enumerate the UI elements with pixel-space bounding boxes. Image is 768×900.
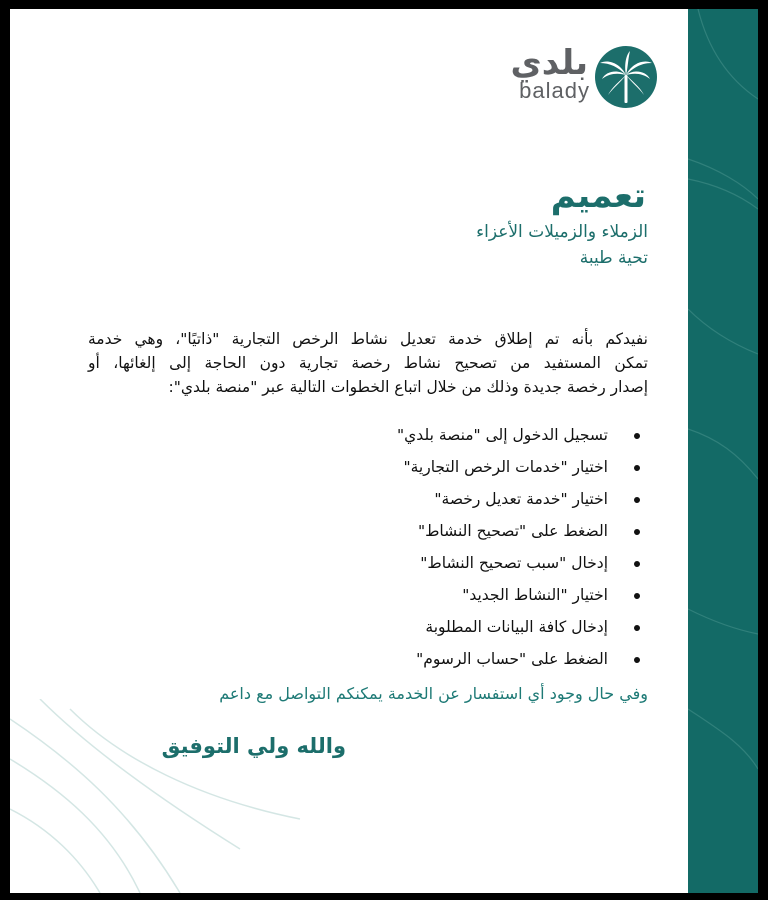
decorative-side-band — [688, 9, 758, 893]
bullet-icon — [634, 497, 640, 503]
paragraph-line-2: تمكن المستفيد من تصحيح نشاط رخصة تجارية دون الحاجة إلى إلغائها، أو — [88, 354, 648, 372]
intro-paragraph — [88, 327, 648, 399]
steps-list — [397, 419, 640, 675]
logo-arabic-text: بلدي — [510, 43, 588, 83]
paragraph-line-1: نفيدكم بأنه تم إطلاق خدمة تعديل نشاط الرخص التجارية "ذاتيًا"، وهي خدمة — [88, 330, 648, 348]
list-item: إدخال "سبب تصحيح النشاط" — [397, 547, 640, 579]
bullet-icon — [634, 529, 640, 535]
list-item: الضغط على "حساب الرسوم" — [397, 643, 640, 675]
bullet-icon — [634, 561, 640, 567]
bullet-icon — [634, 465, 640, 471]
list-item: إدخال كافة البيانات المطلوبة — [397, 611, 640, 643]
list-item: تسجيل الدخول إلى "منصة بلدي" — [397, 419, 640, 451]
greeting-line-2: تحية طيبة — [579, 248, 648, 268]
bullet-icon — [634, 593, 640, 599]
bullet-icon — [634, 657, 640, 663]
page-title: تعميم — [550, 176, 646, 216]
bullet-icon — [634, 433, 640, 439]
list-item: اختيار "خدمات الرخص التجارية" — [397, 451, 640, 483]
list-item: اختيار "خدمة تعديل رخصة" — [397, 483, 640, 515]
logo-latin-text: balady — [519, 78, 590, 103]
palm-frond-pattern — [688, 9, 758, 893]
contact-note: وفي حال وجود أي استفسار عن الخدمة يمكنكم التواصل مع داعم — [219, 684, 648, 703]
bullet-icon — [634, 625, 640, 631]
balady-logo — [498, 39, 658, 119]
closing-line: والله ولي التوفيق — [161, 734, 346, 758]
paragraph-line-3: إصدار رخصة جديدة وذلك من خلال اتباع الخطوات التالية عبر "منصة بلدي": — [168, 378, 648, 396]
greeting-line-1: الزملاء والزميلات الأعزاء — [476, 222, 648, 242]
list-item: الضغط على "تصحيح النشاط" — [397, 515, 640, 547]
circular-document — [10, 9, 758, 893]
list-item: اختيار "النشاط الجديد" — [397, 579, 640, 611]
palm-emblem-icon — [594, 45, 658, 109]
